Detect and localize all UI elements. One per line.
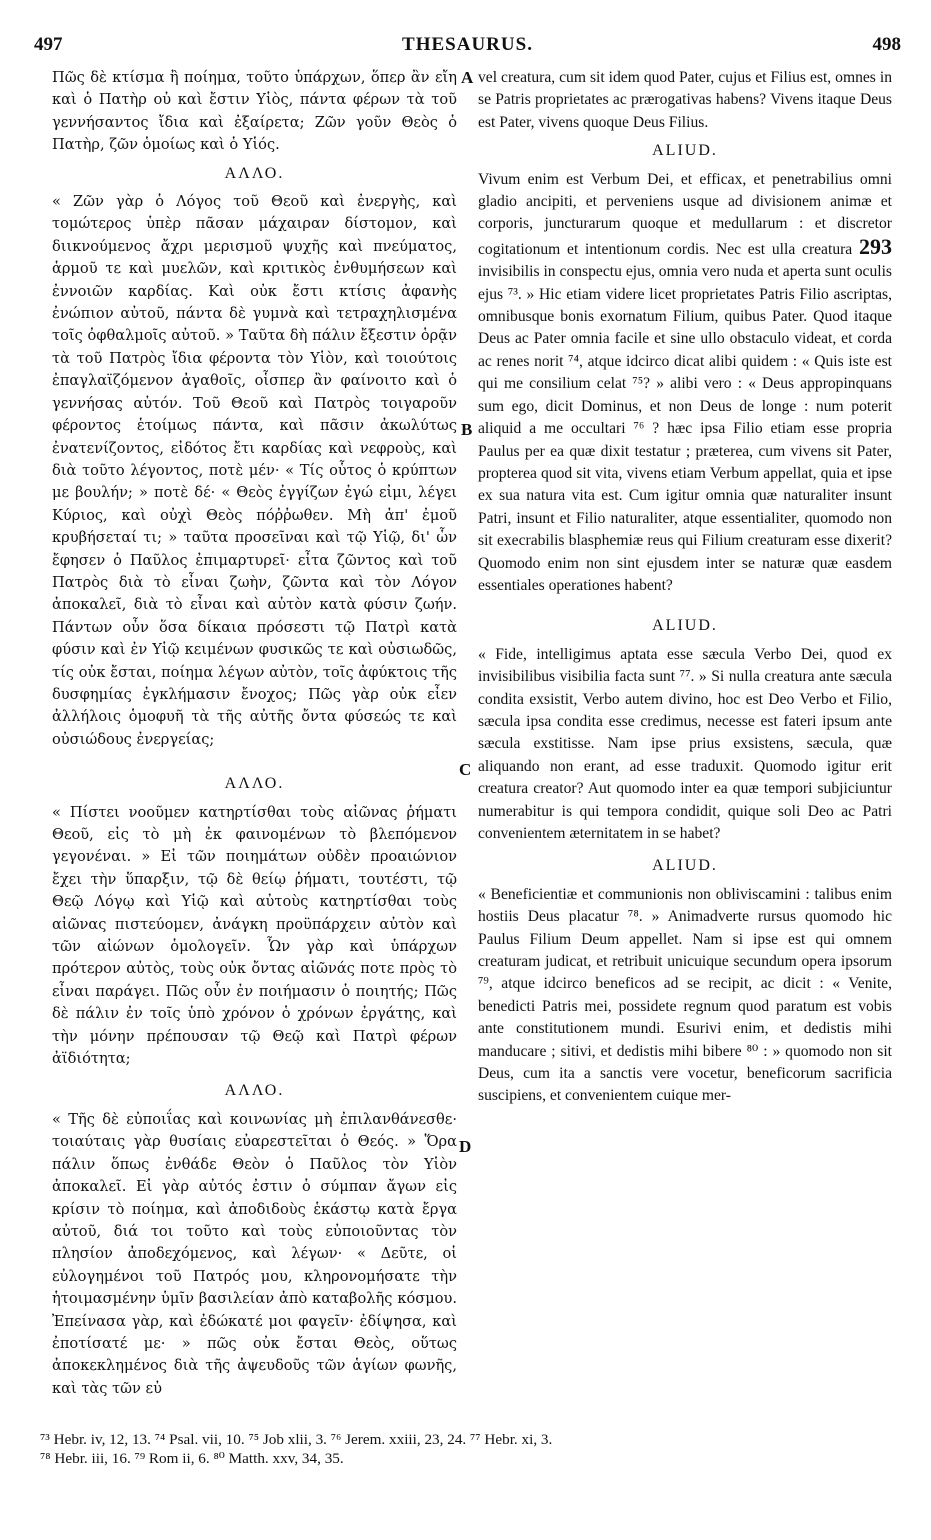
latin-paragraph-3: « Beneficientiæ et communionis non obliviscamini : talibus enim hostiis Deus placatur ⁷⁸. » Animadverte rursus quomodo hic Paulus Filium Deum appellet. Nam si ipse est qui omnem creaturam judicat, et retribuit unicuique secundum opera ipsorum ⁷⁹, atque idcirco beneficos ad se recipit, ac dicit : « Venite, benedicti Patris mei, possidete regnum quod paratum est vobis ante constitutionem mundi. Esurivi enim, et dedistis mihi manducare ; sitivi, et dedistis mihi bibere ⁸⁰ : » quomodo non sit Deus, cum ita a sanctis vere vocetur, beneficorum sacrificia suscipiens, et convenientem cuique mer-	[478, 885, 892, 1105]
greek-heading-1: ΑΛΛΟ.	[224, 164, 285, 182]
margin-letter-d: D	[459, 1137, 472, 1156]
latin-heading-3: ALIUD.	[652, 857, 718, 875]
greek-heading-2: ΑΛΛΟ.	[224, 775, 285, 793]
greek-paragraph-3: « Τῆς δὲ εὐποιΐας καὶ κοινωνίας μὴ ἐπιλανθάνεσθε· τοιαύταις γὰρ θυσίαις εὐαρεστεῖται ὁ Θεός. » Ὅρα πάλιν ὅπως ἐνθάδε Θεὸν ὁ Παῦλος τὸν Υἱὸν ἀποκαλεῖ. Εἰ γὰρ αὐτός ἐστιν ὁ σύμπαν ἄγων εἰς κρίσιν τὸ ποίημα, καὶ ἀποδιδοὺς ἑκάστῳ κατὰ ἔργα αὐτοῦ, διά τοι τοῦτο καὶ τοὺς εὐποιοῦντας τὸν πλησίον ἀποδεχόμενος, καὶ λέγων· « Δεῦτε, οἱ εὐλογημένοι τοῦ Πατρός μου, κληρονομήσατε τὴν ἡτοιμασμένην ὑμῖν βασιλείαν ἀπὸ καταβολῆς κόσμου. Ἐπείνασα γὰρ, καὶ ἐδώκατέ μοι φαγεῖν· ἐδίψησα, καὶ ἐποτίσατέ με· » πῶς οὐκ ἔσται Θεὸς, οὕτως ἀποκεκλημένος διὰ τῆς ἀψευδοῦς τῶν ἁγίων φωνῆς, καὶ τὰς τῶν εὐ	[52, 1110, 457, 1397]
footnote-line-1: ⁷³ Hebr. iv, 12, 13. ⁷⁴ Psal. vii, 10. ⁷⁵ Job xlii, 3. ⁷⁶ Jerem. xxiii, 23, 24. ⁷⁷ Hebr. xi, 3.	[40, 1431, 553, 1448]
footnote-line-2: ⁷⁸ Hebr. iii, 16. ⁷⁹ Rom ii, 6. ⁸⁰ Matth. xxv, 34, 35.	[40, 1450, 344, 1467]
running-title: THESAURUS.	[402, 34, 533, 55]
margin-letter-b: B	[461, 420, 473, 439]
latin-paragraph-1-start: Vivum enim est Verbum Dei, et efficax, et penetrabilius omni gladio ancipiti, et perveniens usque ad divisionem animæ et corporis, juncturarum quoque et medullarum : et discretor cogitationum et intentionum cordis. Nec est ulla creatura	[478, 170, 892, 258]
footnotes	[40, 1430, 903, 1468]
greek-heading-3: ΑΛΛΟ.	[224, 1082, 285, 1100]
latin-intro: vel creatura, cum sit idem quod Pater, cujus et Filius est, omnes in se Patris proprietates ac prærogativas habens? Vivens itaque Deus est Pater, vivens quoque Deus Filius.	[478, 69, 892, 131]
page-header	[34, 34, 901, 60]
latin-paragraph-2: « Fide, intelligimus aptata esse sæcula Verbo Dei, quod ex invisibilibus visibilia facta sunt ⁷⁷. » Si nulla creatura ante sæcula condita exsistit, Verbo autem divino, hoc est Deo Verbo et Filio, sæcula ipsa condita esse credimus, necesse est fateri ipsum ante sæcula exstitisse. Nam ipse prius exsistens, sæcula, quæ aliquando non erant, ad esse traduxit. Quomodo igitur erit creatura creator? Aut quomodo inter ea quæ tempori subjiciuntur numerabitur is qui tempora condidit, quique soli Deo ac Patri convenientem æternitatem in se habet?	[478, 645, 892, 842]
greek-intro: Πῶς δὲ κτίσμα ἢ ποίημα, τοῦτο ὑπάρχων, ὅπερ ἂν εἴη καὶ ὁ Πατὴρ οὐ καὶ ἔστιν Υἱὸς, πάντα φέρων τὰ τοῦ γεννήσαντος ἴδια καὶ ἐξαίρετα; Ζῶν γοῦν Θεὸς ὁ Πατὴρ, ζῶν ὁμοίως καὶ ὁ Υἱός.	[52, 69, 457, 154]
latin-heading-1: ALIUD.	[652, 142, 718, 160]
left-page-number: 497	[34, 34, 63, 55]
latin-paragraph-1-rest: invisibilis in conspectu ejus, omnia vero nuda et aperta sunt oculis ejus ⁷³. » Hic etiam videre licet proprietates Patris Filio ascriptas, omnibusque bonis exornatum Filium, quibus Pater. Quod itaque Deus ac Pater omnia facile et sine ullo obstaculo videat, et corda ac renes norit ⁷⁴, atque idcirco dicat alibi quidem : « Quis iste est qui me consilium celat ⁷⁵? » alibi vero : « Deus appropinquans sum ego, dicit Dominus, et non Deus de longe : num poterit aliquid a me occultari ⁷⁶ ? hæc ipsa Filio etiam esse propria Paulus per ea quæ dixit testatur ; præterea, cum vivens sit Pater, propterea quod sit vita, vivens etiam Verbum appellat, quia et ipse ex sua natura vita est. Cum igitur omnia quæ naturaliter insunt Patri, insunt et Filio naturaliter, atque essentialiter, quomodo non sit execrabilis blasphemiæ reus qui Filium creaturam esse dixerit? Quomodo enim non sint ejusdem inter se naturæ quæ easdem essentiales operationes habent?	[478, 263, 892, 594]
column-number: 293	[859, 233, 892, 259]
latin-paragraph-1	[478, 169, 892, 598]
greek-paragraph-1: « Ζῶν γὰρ ὁ Λόγος τοῦ Θεοῦ καὶ ἐνεργὴς, καὶ τομώτερος ὑπὲρ πᾶσαν μάχαιραν δίστομον, καὶ διικνούμενος ἄχρι μερισμοῦ ψυχῆς καὶ πνεύματος, ἁρμοῦ τε καὶ μυελῶν, καὶ κριτικὸς ἐνθυμήσεων καὶ ἐννοιῶν καρδίας. Καὶ οὐκ ἔστι κτίσις ἀφανὴς ἐνώπιον αὐτοῦ, πάντα δὲ γυμνὰ καὶ τετραχηλισμένα τοῖς ὀφθαλμοῖς αὐτοῦ. » Ταῦτα δὴ πάλιν ἔξεστιν ὁρᾷν τὰ τοῦ Πατρὸς ἴδια φέροντα τὸν Υἱὸν, καὶ τοιούτοις ἐπαγλαϊζόμενον ἀγαθοῖς, οἷσπερ ἂν φαίνοιτο καὶ ὁ γεννήσας αὐτόν. Τοῦ Θεοῦ καὶ Πατρὸς τοιγαροῦν φέροντος ἑτοίμως πάντα, καὶ πᾶσιν ἀκωλύτως ἐνατενίζοντος, εἰδότος ἔτι καρδίας καὶ νεφροὺς, καὶ διὰ τοῦτο λέγοντος, ποτὲ μέν· « Τίς οὗτος ὁ κρύπτων με βουλήν; » ποτὲ δέ· « Θεὸς ἐγγίζων ἐγώ εἰμι, λέγει Κύριος, καὶ οὐχὶ Θεὸς πόῤῥωθεν. Μὴ ἀπ' ἐμοῦ κρυβήσεταί τι; » ταῦτα προσεῖναι καὶ τῷ Υἱῷ, δι' ὧν ἔφησεν ὁ Παῦλος ἐπιμαρτυρεῖ· εἶτα ζῶντος καὶ τοῦ Πατρὸς διὰ τὸ εἶναι ζωὴν, ζῶντα καὶ τὸν Λόγον ἀποκαλεῖ, διὰ τὸ εἶναι καὶ αὐτὸν κατὰ φύσιν ζωήν. Πάντων οὖν ὅσα δίκαια πρόσεστι τῷ Πατρὶ κατὰ φύσιν καὶ ἐν Υἱῷ κειμένων φυσικῶς τε καὶ οὐσιωδῶς, τίς οὐκ ἔσται, ποίημα λέγων αὐτὸν, τοῖς ἀφύκτοις τῆς δυσφημίας ἐγκλήμασιν ἔνοχος; Πῶς γὰρ οὐκ εἶεν ἀλλήλοις ὁμοφυῆ τὰ τῆς αὐτῆς ὄντα φύσεώς τε καὶ οὐσιώδους ἐνεργείας;	[52, 193, 457, 748]
margin-letter-c: C	[459, 760, 472, 779]
greek-column	[52, 67, 457, 1400]
margin-letter-a: A	[461, 68, 474, 87]
latin-column	[478, 67, 892, 1108]
latin-heading-2: ALIUD.	[652, 617, 718, 635]
right-page-number: 498	[872, 34, 901, 55]
greek-paragraph-2: « Πίστει νοοῦμεν κατηρτίσθαι τοὺς αἰῶνας ῥήματι Θεοῦ, εἰς τὸ μὴ ἐκ φαινομένων τὸ βλεπόμενον γεγονέναι. » Εἰ τῶν ποιημάτων οὐδὲν προαιώνιον ἔχει τὴν ὕπαρξιν, τῷ δὲ θείῳ ῥήματι, τουτέστι, τῷ Θεῷ Λόγῳ καὶ Υἱῷ καὶ αὐτοὺς κατηρτίσθαι τοὺς αἰῶνας πιστεύομεν, ἀνάγκη προϋπάρχειν αὐτὸν καὶ τῶν αἰώνων ὁμολογεῖν. Ὧν γὰρ καὶ ὑπάρχων πρότερον αὐτὸς, τοὺς οὐκ ὄντας αἰῶνάς ποτε πρὸς τὸ εἶναι παράγει. Πῶς οὖν ἐν ποιήμασιν ὁ ποιητής; Πῶς δὲ πάλιν ἐν τοῖς ὑπὸ χρόνον ὁ χρόνων ἐργάτης, καὶ τὴν μόνην πρέπουσαν τῷ Θεῷ καὶ Πατρὶ φέρων ἀϊδιότητα;	[52, 803, 457, 1068]
